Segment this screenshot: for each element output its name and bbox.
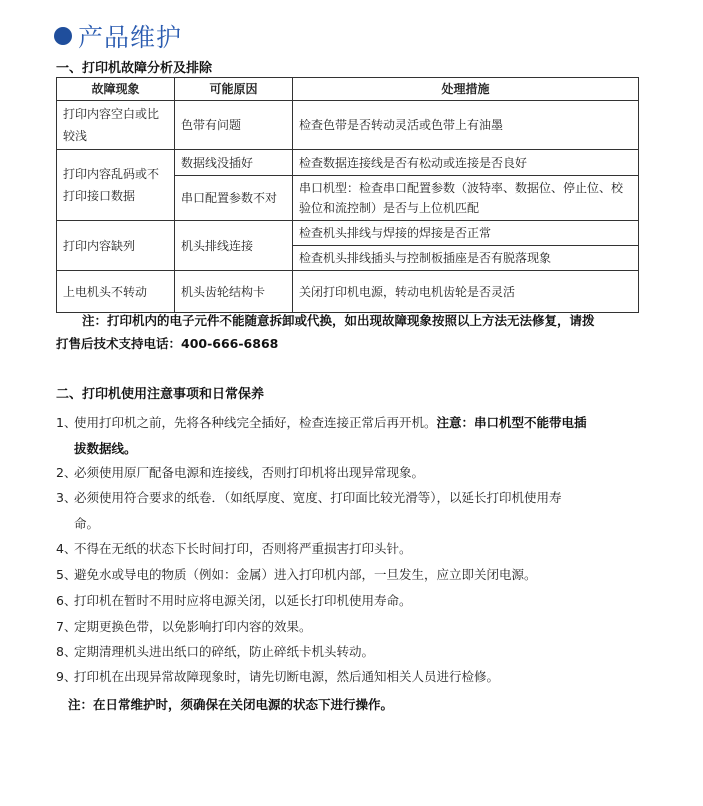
list-item <box>56 460 646 486</box>
list-number: 3、 <box>56 490 77 505</box>
section2-heading: 二、打印机使用注意事项和日常保养 <box>56 387 265 402</box>
list-item <box>56 485 646 537</box>
title-text: 产品维护 <box>78 23 183 52</box>
action-cell: 检查机头排线与焊接的焊接是否正常 <box>293 221 639 246</box>
fault-table <box>56 77 639 313</box>
action-cell: 检查机头排线插头与控制板插座是否有脱落现象 <box>293 246 639 271</box>
action-cell: 串口机型：检查串口配置参数（波特率、数据位、停止位、校验位和流控制）是否与上位机匹配 <box>293 176 639 221</box>
symptom-cell: 打印内容乱码或不打印接口数据 <box>57 150 175 221</box>
action-cell: 检查数据连接线是否有松动或连接是否良好 <box>293 150 639 176</box>
support-note-line2: 打售后技术支持电话：400-666-6868 <box>56 336 279 351</box>
list-text-bold: 注意：串口机型不能带电插 <box>436 415 587 430</box>
table-header-cell: 故障现象 <box>57 78 175 101</box>
list-number: 2、 <box>56 465 77 480</box>
list-number: 1、 <box>56 415 77 430</box>
list-number: 7、 <box>56 619 77 634</box>
list-text: 避免水或导电的物质（例如：金属）进入打印机内部，一旦发生，应立即关闭电源。 <box>74 567 537 582</box>
table-row <box>57 271 639 313</box>
list-text: 使用打印机之前，先将各种线完全插好，检查连接正常后再开机。 <box>74 415 437 430</box>
section1-heading: 一、打印机故障分析及排除 <box>56 61 213 76</box>
cause-cell: 数据线没插好 <box>175 150 293 176</box>
list-text: 定期更换色带，以免影响打印内容的效果。 <box>74 619 312 634</box>
table-header-cell: 处理措施 <box>293 78 639 101</box>
title-bullet-icon <box>54 27 72 45</box>
list-number: 8、 <box>56 644 77 659</box>
page-title <box>54 18 182 54</box>
table-header-row <box>57 78 639 101</box>
table-header-cell: 可能原因 <box>175 78 293 101</box>
list-text: 不得在无纸的状态下长时间打印，否则将严重损害打印头针。 <box>74 541 412 556</box>
list-item <box>56 536 646 562</box>
cause-cell: 串口配置参数不对 <box>175 176 293 221</box>
list-item <box>56 664 646 690</box>
maintenance-note: 注：在日常维护时，须确保在关闭电源的状态下进行操作。 <box>68 697 394 712</box>
list-item <box>56 588 646 614</box>
list-text-bold-continuation: 拔数据线。 <box>74 441 137 456</box>
cause-cell: 机头排线连接 <box>175 221 293 271</box>
list-text: 打印机在出现异常故障现象时，请先切断电源，然后通知相关人员进行检修。 <box>74 669 500 684</box>
symptom-cell: 上电机头不转动 <box>57 271 175 313</box>
list-text: 必须使用符合要求的纸卷．（如纸厚度、宽度、打印面比较光滑等），以延长打印机使用寿 <box>74 490 562 505</box>
cause-cell: 机头齿轮结构卡 <box>175 271 293 313</box>
action-cell: 检查色带是否转动灵活或色带上有油墨 <box>293 101 639 150</box>
support-note-line1: 注：打印机内的电子元件不能随意拆卸或代换，如出现故障现象按照以上方法无法修复，请拨 <box>82 313 595 328</box>
list-text: 打印机在暂时不用时应将电源关闭，以延长打印机使用寿命。 <box>74 593 412 608</box>
symptom-cell: 打印内容缺列 <box>57 221 175 271</box>
cause-cell: 色带有问题 <box>175 101 293 150</box>
list-text: 必须使用原厂配备电源和连接线，否则打印机将出现异常现象。 <box>74 465 425 480</box>
list-text-continuation: 命。 <box>74 516 100 531</box>
list-number: 9、 <box>56 669 77 684</box>
list-number: 6、 <box>56 593 77 608</box>
action-cell: 关闭打印机电源，转动电机齿轮是否灵活 <box>293 271 639 313</box>
list-item <box>56 410 646 462</box>
list-item <box>56 614 646 640</box>
symptom-cell: 打印内容空白或比较浅 <box>57 101 175 150</box>
table-row <box>57 101 639 150</box>
list-text: 定期清理机头进出纸口的碎纸，防止碎纸卡机头转动。 <box>74 644 375 659</box>
table-row <box>57 221 639 246</box>
list-item <box>56 639 646 665</box>
table-row <box>57 150 639 176</box>
list-item <box>56 562 646 588</box>
list-number: 4、 <box>56 541 77 556</box>
list-number: 5、 <box>56 567 77 582</box>
